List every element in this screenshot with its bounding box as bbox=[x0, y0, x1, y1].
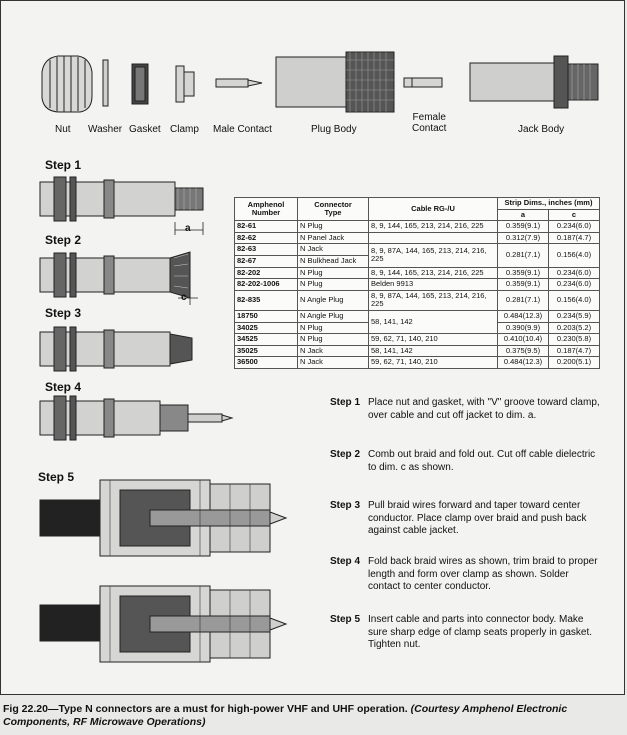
cell-number: 82-835 bbox=[235, 290, 298, 310]
caption-main: Fig 22.20—Type N connectors are a must for high-power VHF and UHF operation. bbox=[3, 703, 408, 715]
figure-step3-label: Step 3 bbox=[45, 306, 82, 320]
cell-dim-a: 0.484(12.3) bbox=[498, 310, 549, 322]
cell-type: N Plug bbox=[298, 334, 369, 346]
table-row bbox=[235, 267, 600, 279]
cell-cable: 8, 9, 87A, 144, 165, 213, 214, 216, 225 bbox=[369, 290, 498, 310]
cell-number: 82-202 bbox=[235, 267, 298, 279]
cell-type: N Plug bbox=[298, 267, 369, 279]
table-row bbox=[235, 232, 600, 244]
cell-dim-a: 0.359(9.1) bbox=[498, 267, 549, 279]
header-cable: Cable RG-/U bbox=[369, 198, 498, 221]
instruction-step-label: Step 4 bbox=[330, 556, 361, 567]
cell-type: N Angle Plug bbox=[298, 290, 369, 310]
cell-cable: 58, 141, 142 bbox=[369, 310, 498, 333]
table-row bbox=[235, 334, 600, 346]
instruction-step-label: Step 2 bbox=[330, 449, 361, 460]
cell-cable: 59, 62, 71, 140, 210 bbox=[369, 357, 498, 369]
instruction-step2 bbox=[330, 449, 600, 474]
part-label-gasket: Gasket bbox=[129, 124, 161, 135]
step1-drawing bbox=[40, 177, 203, 235]
cell-number: 34525 bbox=[235, 334, 298, 346]
strip-dimensions-table bbox=[234, 197, 600, 369]
cell-dim-a: 0.359(9.1) bbox=[498, 221, 549, 233]
part-label-female-contact: Female Contact bbox=[412, 112, 447, 134]
cell-type: N Panel Jack bbox=[298, 232, 369, 244]
cell-dim-c: 0.234(6.0) bbox=[549, 267, 600, 279]
instruction-step-text: Pull braid wires forward and taper toward center conductor. Place clamp over braid and push back against cable jacket. bbox=[368, 500, 587, 536]
header-amphenol-number: Amphenol Number bbox=[235, 198, 298, 221]
cell-dim-c: 0.230(5.8) bbox=[549, 334, 600, 346]
instruction-step5 bbox=[330, 614, 600, 652]
cell-cable: 8, 9, 144, 165, 213, 214, 216, 225 bbox=[369, 221, 498, 233]
header-dim-a: a bbox=[498, 209, 549, 221]
table-row bbox=[235, 310, 600, 322]
part-label-male-contact: Male Contact bbox=[213, 124, 272, 135]
caption-credit: (Courtesy Amphenol Electronic Components, RF Microwave Operations) bbox=[3, 703, 568, 728]
cell-dim-c: 0.234(6.0) bbox=[549, 221, 600, 233]
cell-number: 82-62 bbox=[235, 232, 298, 244]
cell-type: N Plug bbox=[298, 322, 369, 334]
dimension-a-label: a bbox=[185, 223, 191, 234]
cell-type: N Plug bbox=[298, 221, 369, 233]
cell-number: 34025 bbox=[235, 322, 298, 334]
figure-step5-label: Step 5 bbox=[38, 470, 75, 484]
cell-cable bbox=[369, 232, 498, 244]
cell-dim-a: 0.375(9.5) bbox=[498, 345, 549, 357]
cell-type: N Angle Plug bbox=[298, 310, 369, 322]
cell-dim-c: 0.187(4.7) bbox=[549, 345, 600, 357]
cell-dim-c: 0.187(4.7) bbox=[549, 232, 600, 244]
instruction-step4 bbox=[330, 556, 600, 594]
cell-dim-c: 0.156(4.0) bbox=[549, 244, 600, 267]
cell-dim-a: 0.281(7.1) bbox=[498, 244, 549, 267]
cell-type: N Jack bbox=[298, 357, 369, 369]
cell-type: N Jack bbox=[298, 244, 369, 256]
instruction-step-label: Step 1 bbox=[330, 397, 361, 408]
figure-step2-label: Step 2 bbox=[45, 233, 82, 247]
table-row bbox=[235, 221, 600, 233]
header-connector-type: Connector Type bbox=[298, 198, 369, 221]
cell-number: 82-202-1006 bbox=[235, 279, 298, 291]
step5-upper-drawing bbox=[40, 480, 286, 556]
cell-dim-a: 0.410(10.4) bbox=[498, 334, 549, 346]
cell-dim-c: 0.234(5.9) bbox=[549, 310, 600, 322]
cell-type: N Jack bbox=[298, 345, 369, 357]
cell-dim-c: 0.203(5.2) bbox=[549, 322, 600, 334]
cell-dim-c: 0.156(4.0) bbox=[549, 290, 600, 310]
cell-dim-c: 0.234(6.0) bbox=[549, 279, 600, 291]
step3-drawing bbox=[40, 327, 192, 371]
figure-caption bbox=[3, 703, 623, 728]
cell-number: 82-67 bbox=[235, 255, 298, 267]
table-row bbox=[235, 279, 600, 291]
cell-type: N Bulkhead Jack bbox=[298, 255, 369, 267]
table-row bbox=[235, 244, 600, 256]
instruction-step-label: Step 5 bbox=[330, 614, 361, 625]
figure-step4-label: Step 4 bbox=[45, 380, 82, 394]
cell-dim-a: 0.359(9.1) bbox=[498, 279, 549, 291]
dimension-c-label: c bbox=[181, 292, 187, 303]
table-row bbox=[235, 345, 600, 357]
instruction-step-text: Comb out braid and fold out. Cut off cable dielectric to dim. c as shown. bbox=[368, 449, 596, 473]
header-dim-c: c bbox=[549, 209, 600, 221]
cell-dim-a: 0.281(7.1) bbox=[498, 290, 549, 310]
cell-number: 35025 bbox=[235, 345, 298, 357]
cell-number: 36500 bbox=[235, 357, 298, 369]
figure-step1-label: Step 1 bbox=[45, 158, 82, 172]
cell-cable: 8, 9, 144, 165, 213, 214, 216, 225 bbox=[369, 267, 498, 279]
header-strip-dims: Strip Dims., inches (mm) bbox=[498, 198, 600, 210]
cell-cable: 8, 9, 87A, 144, 165, 213, 214, 216, 225 bbox=[369, 244, 498, 267]
step2-drawing bbox=[40, 252, 198, 305]
cell-dim-c: 0.200(5.1) bbox=[549, 357, 600, 369]
part-label-nut: Nut bbox=[55, 124, 71, 135]
cell-cable: 58, 141, 142 bbox=[369, 345, 498, 357]
instruction-step3 bbox=[330, 500, 600, 538]
table-row bbox=[235, 290, 600, 310]
cell-dim-a: 0.312(7.9) bbox=[498, 232, 549, 244]
part-label-jack-body: Jack Body bbox=[518, 124, 565, 135]
instruction-step-text: Place nut and gasket, with "V" groove toward clamp, over cable and cut off jacket to dim. a. bbox=[368, 397, 600, 421]
table-row bbox=[235, 357, 600, 369]
step5-lower-drawing bbox=[40, 586, 286, 662]
part-label-plug-body: Plug Body bbox=[311, 124, 357, 135]
instruction-step-text: Insert cable and parts into connector body. Make sure sharp edge of clamp seats properly in gasket. Tighten nut. bbox=[368, 614, 593, 650]
cell-number: 82-63 bbox=[235, 244, 298, 256]
cell-type: N Plug bbox=[298, 279, 369, 291]
step4-drawing bbox=[40, 396, 232, 440]
cell-number: 82-61 bbox=[235, 221, 298, 233]
part-label-clamp: Clamp bbox=[170, 124, 199, 135]
cell-dim-a: 0.484(12.3) bbox=[498, 357, 549, 369]
cell-number: 18750 bbox=[235, 310, 298, 322]
cell-dim-a: 0.390(9.9) bbox=[498, 322, 549, 334]
part-label-washer: Washer bbox=[88, 124, 123, 135]
instruction-step1 bbox=[330, 397, 600, 422]
instruction-step-text: Fold back braid wires as shown, trim braid to proper length and form over clamp as shown. Solder contact to center conductor. bbox=[368, 556, 598, 592]
cell-cable: 59, 62, 71, 140, 210 bbox=[369, 334, 498, 346]
instruction-step-label: Step 3 bbox=[330, 500, 361, 511]
cell-cable: Belden 9913 bbox=[369, 279, 498, 291]
